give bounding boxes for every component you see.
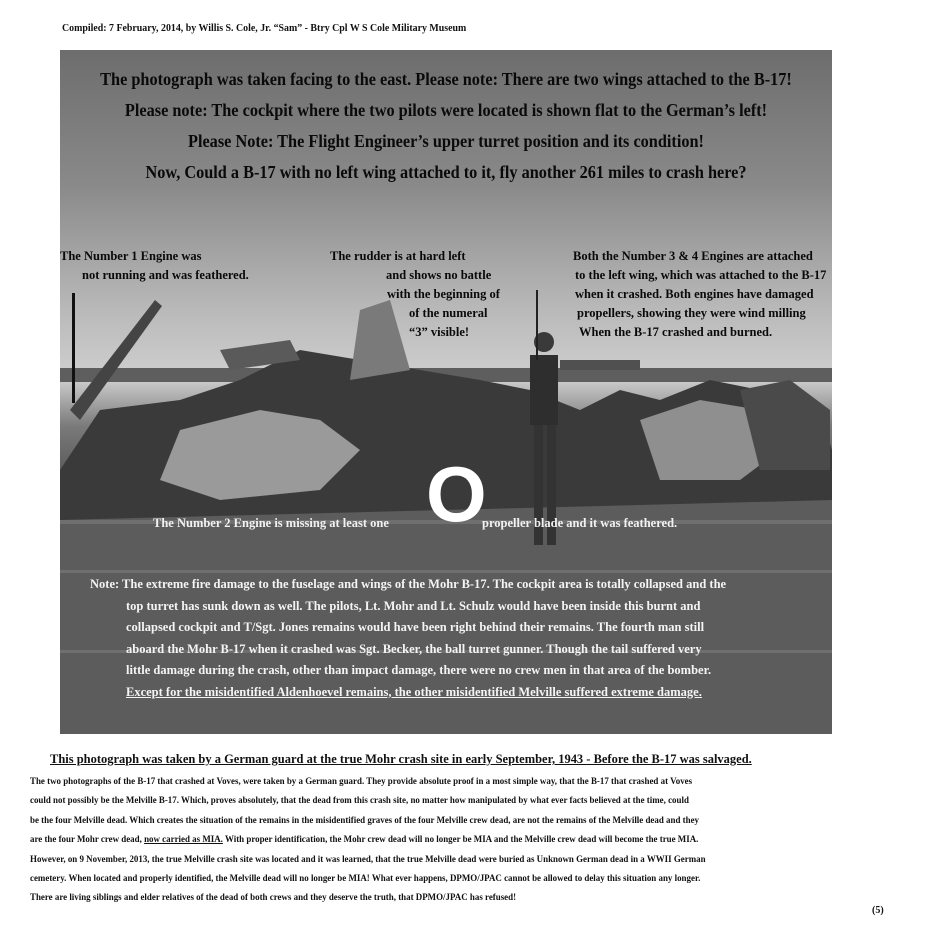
title-line: Please note: The cockpit where the two pilots were located is shown flat to the German’s left! bbox=[124, 100, 768, 120]
photo-caption: This photograph was taken by a German guard at the true Mohr crash site in early September, 1943 - Before the B-17 was salvaged. bbox=[50, 751, 752, 766]
title-line: Please Note: The Flight Engineer’s upper turret position and its condition! bbox=[187, 131, 704, 151]
body-line: be the four Melville dead. Which creates the situation of the remains in the misidentified graves of the four Melville crew dead, are not the remains of the Melville dead and they bbox=[30, 814, 700, 826]
body-line: There are living siblings and elder relatives of the dead of both crews and they deserve the truth, that DPMO/JPAC has refused! bbox=[30, 892, 517, 904]
caption-line: with the beginning of bbox=[387, 287, 500, 301]
caption-engine-2-right: propeller blade and it was feathered. bbox=[482, 516, 678, 530]
body-paragraph bbox=[30, 772, 900, 908]
note-line: Note: The extreme fire damage to the fuselage and wings of the Mohr B-17. The cockpit area is totally collapsed and the bbox=[90, 577, 727, 591]
note-line: little damage during the crash, other than impact damage, there were no crew men in that area of the bomber. bbox=[126, 663, 712, 677]
document-header: Compiled: 7 February, 2014, by Willis S. Cole, Jr. “Sam” - Btry Cpl W S Cole Military Museum bbox=[62, 22, 467, 34]
body-line bbox=[30, 830, 839, 849]
marker-letter: O bbox=[426, 450, 487, 538]
pointer-line bbox=[72, 293, 75, 403]
damage-note bbox=[90, 574, 820, 703]
caption-line: The rudder is at hard left bbox=[330, 249, 466, 263]
caption-line: to the left wing, which was attached to the B-17 bbox=[575, 268, 827, 282]
caption-engine-2-left: The Number 2 Engine is missing at least one bbox=[153, 516, 389, 530]
caption-line: of the numeral bbox=[409, 306, 488, 320]
note-line: collapsed cockpit and T/Sgt. Jones remains would have been right behind their remains. The fourth man still bbox=[126, 620, 705, 634]
body-line-part: are the four Mohr crew dead, bbox=[30, 834, 142, 846]
caption-line: The Number 1 Engine was bbox=[60, 249, 202, 263]
caption-engine-1 bbox=[60, 247, 249, 285]
note-line: aboard the Mohr B-17 when it crashed was Sgt. Becker, the ball turret gunner. Though the tail suffered very bbox=[126, 641, 702, 656]
caption-rudder bbox=[330, 247, 500, 342]
body-line: However, on 9 November, 2013, the true Melville crash site was located and it was learned, that the true Melville dead were buried as Unknown German dead in a WWII German bbox=[30, 853, 706, 865]
caption-engines-3-4 bbox=[573, 247, 826, 342]
crash-photograph bbox=[60, 50, 832, 734]
note-underlined-line: Except for the misidentified Aldenhoevel remains, the other misidentified Melville suffered extreme damage. bbox=[126, 684, 702, 699]
caption-line: and shows no battle bbox=[386, 268, 492, 282]
title-line: Now, Could a B-17 with no left wing attached to it, fly another 261 miles to crash here? bbox=[145, 162, 747, 182]
page-number: (5) bbox=[872, 905, 884, 916]
title-line: The photograph was taken facing to the east. Please note: There are two wings attached to the B-17! bbox=[100, 69, 792, 89]
body-line-underlined: now carried as MIA. bbox=[144, 834, 223, 846]
caption-line: “3” visible! bbox=[409, 325, 470, 339]
caption-line: when it crashed. Both engines have damaged bbox=[575, 287, 814, 301]
note-line: top turret has sunk down as well. The pilots, Lt. Mohr and Lt. Schulz would have been inside this burnt and bbox=[126, 598, 701, 613]
body-line: could not possibly be the Melville B-17. Which, proves absolutely, that the dead from this crash site, no matter how manipulated by what ever facts believed at the time, could bbox=[30, 795, 689, 807]
caption-line: When the B-17 crashed and burned. bbox=[579, 325, 773, 339]
caption-line: propellers, showing they were wind milling bbox=[577, 306, 806, 320]
body-line: The two photographs of the B-17 that crashed at Voves, were taken by a German guard. They provide absolute proof in a most simple way, that the B-17 that crashed at Voves bbox=[30, 776, 693, 787]
photo-title-block bbox=[60, 64, 832, 188]
body-line-part: With proper identification, the Mohr crew dead will no longer be MIA and the Melville crew dead will become the true MIA. bbox=[222, 834, 699, 846]
caption-line: Both the Number 3 & 4 Engines are attached bbox=[573, 249, 813, 263]
caption-line: not running and was feathered. bbox=[82, 268, 249, 282]
body-line: cemetery. When located and properly identified, the Melville dead will no longer be MIA! What ever happens, DPMO/JPAC cannot be allowed to delay this situation any longer. bbox=[30, 873, 701, 885]
